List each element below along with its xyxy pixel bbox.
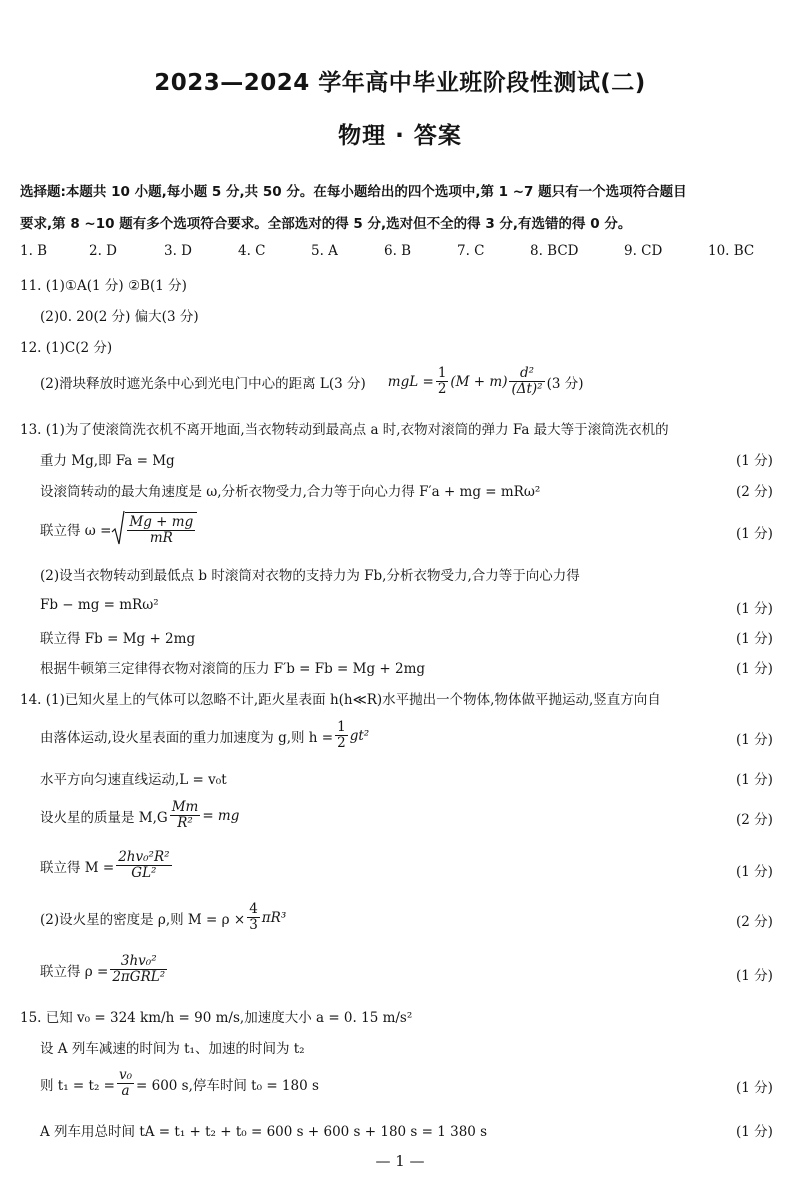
q12-line-2 — [40, 366, 584, 397]
q14-rho-label: 联立得 ρ = — [40, 963, 109, 980]
q14-piR3: πR³ — [261, 909, 287, 926]
score-label: (2 分) — [736, 484, 773, 500]
mc-answer: 5. A — [311, 243, 338, 259]
q14-mass-text: 设火星的质量是 M,G — [40, 809, 168, 826]
q12-score: (3 分) — [546, 375, 584, 392]
q15-line-4: A 列车用总时间 tA = t₁ + t₂ + t₀ = 600 s + 600 s + 180 s = 1 380 s — [40, 1124, 488, 1140]
mc-answer: 9. CD — [624, 243, 663, 259]
q13-line-7: 联立得 Fb = Mg + 2mg — [40, 631, 196, 647]
fraction-Mm-R2: $\frac{Mm}{\text{R²}}$ — [171, 799, 199, 831]
fraction-rho-result: $\frac{\text{3hv₀²}}{\text{2πGRL²}}$ — [112, 953, 166, 985]
mc-answer: 1. B — [20, 243, 48, 259]
q15-t-label: 则 t₁ = t₂ = — [40, 1077, 115, 1094]
q14-gt2: gt² — [349, 727, 370, 744]
q14-line-6 — [40, 902, 286, 933]
q13-line-4 — [40, 512, 197, 546]
q13-line-1: 13. (1)为了使滚筒洗衣机不离开地面,当衣物转动到最高点 a 时,衣物对滚筒的弹力 Fa 最大等于滚筒洗衣机的 — [20, 422, 669, 438]
q14-line-2 — [40, 720, 369, 751]
score-label: (1 分) — [736, 526, 773, 542]
q11-line-2: (2)0. 20(2 分) 偏大(3 分) — [40, 309, 199, 325]
score-label: (1 分) — [736, 732, 773, 748]
q14-line-1: 14. (1)已知火星上的气体可以忽略不计,距火星表面 h(h≪R)水平抛出一个物体,物体做平抛运动,竖直方向自 — [20, 692, 661, 708]
fraction-half: $\frac{1}{2}$ — [337, 719, 346, 751]
intro-line-2: 要求,第 8 ~10 题有多个选项符合要求。全部选对的得 5 分,选对但不全的得 3 分,有选错的得 0 分。 — [20, 216, 632, 232]
q15-t-result: = 600 s,停车时间 t₀ = 180 s — [136, 1077, 319, 1094]
score-label: (2 分) — [736, 812, 773, 828]
q14-line-4 — [40, 800, 239, 831]
q14-density-text: (2)设火星的密度是 ρ,则 M = ρ × — [40, 911, 246, 928]
q12-fraction-d2-dt2: $\frac{\text{d²}}{\text{(Δt)²}}$ — [511, 365, 543, 397]
q11-line-1: 11. (1)①A(1 分) ②B(1 分) — [20, 278, 187, 294]
score-label: (1 分) — [736, 864, 773, 880]
q13-line-8: 根据牛顿第三定律得衣物对滚筒的压力 F′b = Fb = Mg + 2mg — [40, 661, 426, 677]
fraction-M-result: $\frac{\text{2hv₀²R²}}{\text{GL²}}$ — [118, 849, 170, 881]
q15-line-3 — [40, 1068, 319, 1099]
score-label: (1 分) — [736, 661, 773, 677]
mc-answer: 6. B — [384, 243, 412, 259]
q14-text: 由落体运动,设火星表面的重力加速度为 g,则 h = — [40, 729, 334, 746]
mc-answer: 4. C — [238, 243, 266, 259]
q13-line-6: Fb − mg = mRω² — [40, 597, 159, 613]
score-label: (1 分) — [736, 1080, 773, 1096]
score-label: (1 分) — [736, 631, 773, 647]
q14-eq-mg: = mg — [202, 807, 240, 824]
fraction-v0-a: $\frac{\text{v₀}}{a}$ — [118, 1067, 133, 1099]
sqrt-expression: $\frac{Mg + mg}{mR}$ — [111, 512, 197, 546]
q12-text: (2)滑块释放时遮光条中心到光电门中心的距离 L(3 分) — [40, 375, 366, 392]
q15-line-1: 15. 已知 v₀ = 324 km/h = 90 m/s,加速度大小 a = 0. 15 m/s² — [20, 1010, 413, 1026]
q15-line-2: 设 A 列车减速的时间为 t₁、加速的时间为 t₂ — [40, 1041, 305, 1057]
score-label: (1 分) — [736, 772, 773, 788]
score-label: (1 分) — [736, 968, 773, 984]
q14-M-label: 联立得 M = — [40, 859, 115, 876]
score-label: (2 分) — [736, 914, 773, 930]
q12-eq-mid: (M + m) — [450, 373, 508, 390]
score-label: (1 分) — [736, 1124, 773, 1140]
document-title: 2023—2024 学年高中毕业班阶段性测试(二) — [154, 70, 646, 96]
q14-line-3: 水平方向匀速直线运动,L = v₀t — [40, 772, 227, 788]
q14-line-5 — [40, 850, 174, 881]
q12-line-1: 12. (1)C(2 分) — [20, 340, 113, 356]
q13-omega-label: 联立得 ω = — [40, 523, 112, 539]
q12-eq-left: mgL = — [387, 373, 434, 390]
q14-line-7 — [40, 954, 169, 985]
intro-line-1: 选择题:本题共 10 小题,每小题 5 分,共 50 分。在每小题给出的四个选项中,第 1 ~7 题只有一个选项符合题目 — [20, 184, 687, 200]
document-subtitle: 物理 · 答案 — [338, 123, 462, 149]
score-label: (1 分) — [736, 453, 773, 469]
q12-fraction-half: $\frac{1}{2}$ — [437, 365, 447, 397]
mc-answer: 2. D — [89, 243, 117, 259]
radical-sign — [111, 510, 125, 546]
q13-line-2: 重力 Mg,即 Fa = Mg — [40, 453, 175, 469]
score-label: (1 分) — [736, 601, 773, 617]
q13-line-5: (2)设当衣物转动到最低点 b 时滚筒对衣物的支持力为 Fb,分析衣物受力,合力等于向心力得 — [40, 568, 580, 584]
mc-answer: 7. C — [457, 243, 485, 259]
mc-answer: 3. D — [164, 243, 192, 259]
fraction-4-3: $\frac{4}{3}$ — [249, 901, 258, 933]
page-number: — 1 — — [375, 1152, 425, 1170]
mc-answer: 10. BC — [708, 243, 755, 259]
mc-answer: 8. BCD — [530, 243, 579, 259]
q13-line-3: 设滚筒转动的最大角速度是 ω,分析衣物受力,合力等于向心力得 F′a + mg = mRω² — [40, 484, 541, 500]
